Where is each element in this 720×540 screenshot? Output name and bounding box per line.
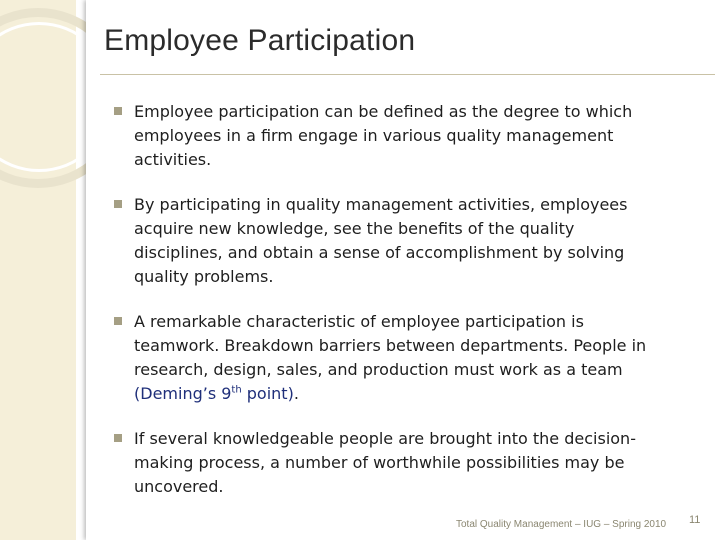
square-bullet-icon <box>114 317 122 325</box>
bullet-text: A remarkable characteristic of employee participation is teamwork. Breakdown barriers between departments. People in research, design, sales, and production must work as a team <box>134 312 647 379</box>
bullet-text: Employee participation can be defined as the degree to which employees in a firm engage in various quality management activities. <box>134 102 633 169</box>
slide-footer: Total Quality Management – IUG – Spring 2010 <box>456 519 667 530</box>
bullet-list <box>108 100 668 520</box>
deming-reference-post: point) <box>241 384 294 403</box>
slide-content <box>86 0 720 540</box>
bullet-item <box>108 427 668 499</box>
deming-point-reference <box>134 384 294 403</box>
deming-reference-pre: (Deming’s 9 <box>134 384 232 403</box>
bullet-item <box>108 310 668 406</box>
deming-reference-sup: th <box>231 384 242 396</box>
bullet-tail: . <box>293 384 299 403</box>
bullet-item <box>108 193 668 289</box>
page-number: 11 <box>689 514 701 526</box>
title-divider <box>100 74 715 75</box>
decorative-side-panel <box>0 0 76 540</box>
square-bullet-icon <box>114 434 122 442</box>
square-bullet-icon <box>114 107 122 115</box>
slide-title: Employee Participation <box>104 24 416 57</box>
bullet-text: If several knowledgeable people are brought into the decision-making process, a number of worthwhile possibilities may be uncovered. <box>134 429 636 496</box>
bullet-item <box>108 100 668 172</box>
square-bullet-icon <box>114 200 122 208</box>
bullet-text: By participating in quality management activities, employees acquire new knowledge, see the benefits of the quality disciplines, and obtain a sense of accomplishment by solving quality problems. <box>134 195 628 286</box>
